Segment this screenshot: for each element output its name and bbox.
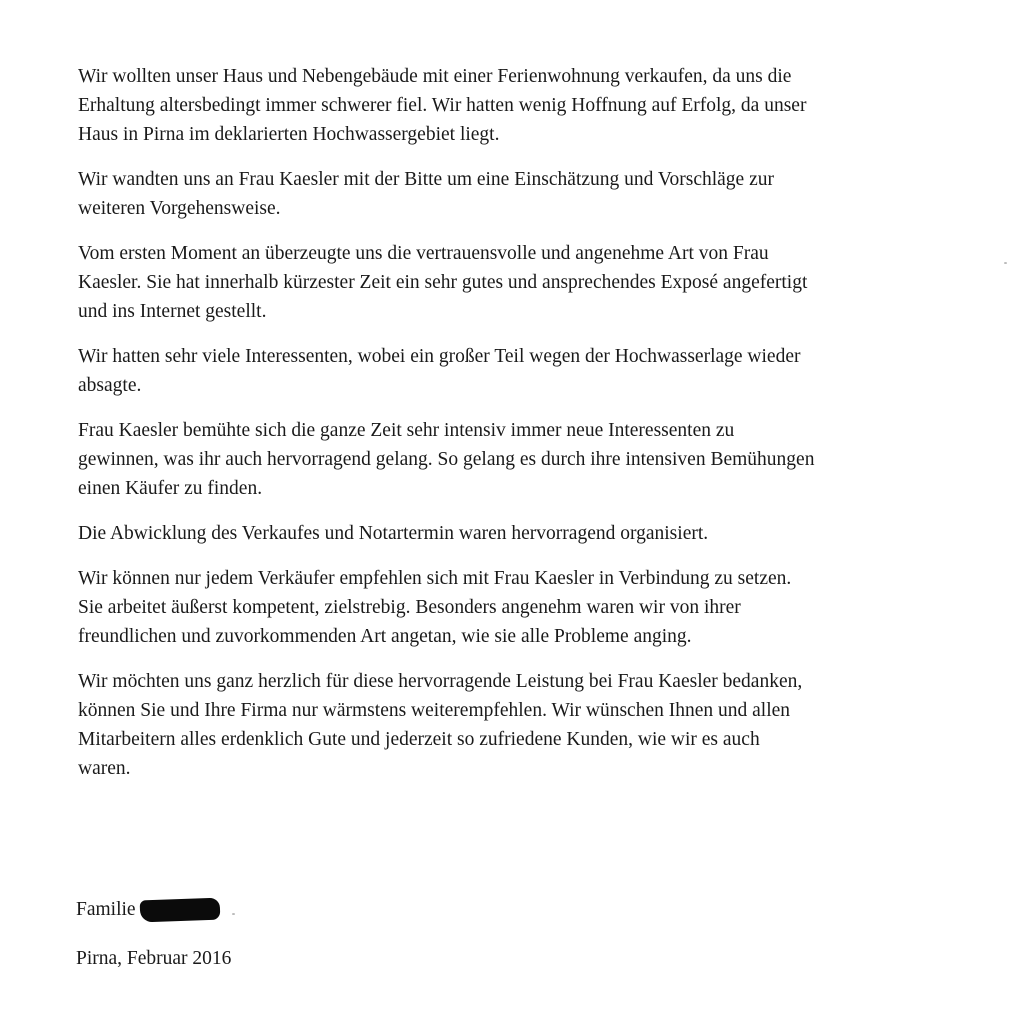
paragraph-interested-parties: Wir hatten sehr viele Interessenten, wobei ein großer Teil wegen der Hochwasserlage wieder absagte. [78,346,801,396]
paragraph-thanks: Wir möchten uns ganz herzlich für diese hervorragende Leistung bei Frau Kaesler bedanken, können Sie und Ihre Firma nur wärmstens weiterempfehlen. Wir wünschen Ihnen und allen Mitarbeitern alles erdenklich Gute und jederzeit so zufriedene Kunden, wie wir es auch waren. [78,671,803,779]
place-date: Pirna, Februar 2016 [76,948,232,969]
paragraph-processing: Die Abwicklung des Verkaufes und Notartermin waren hervorragend organisiert. [78,523,709,544]
paragraph-recommendation: Wir können nur jedem Verkäufer empfehlen sich mit Frau Kaesler in Verbindung zu setzen. Sie arbeitet äußerst kompetent, zielstrebig. Besonders angenehm waren wir von ihrer freundlichen und zuvorkommenden Art angetan, wie sie alle Probleme anging. [78,568,792,647]
scan-speck [1004,262,1007,264]
scan-speck [232,913,235,915]
paragraph-intro: Wir wollten unser Haus und Nebengebäude mit einer Ferienwohnung verkaufen, da uns die Erhaltung altersbedingt immer schwerer fiel. Wir hatten wenig Hoffnung auf Erfolg, da unser Haus in Pirna im deklarierten Hochwassergebiet liegt. [78,66,807,145]
paragraph-first-impression: Vom ersten Moment an überzeugte uns die vertrauensvolle und angenehme Art von Frau Kaesler. Sie hat innerhalb kürzester Zeit ein sehr gutes und ansprechendes Exposé angefertigt und ins Internet gestellt. [78,243,808,322]
letter-closing [76,895,231,973]
signature-prefix: Familie [76,899,136,920]
redacted-name-block [139,897,220,922]
paragraph-contact: Wir wandten uns an Frau Kaesler mit der Bitte um eine Einschätzung und Vorschläge zur weiteren Vorgehensweise. [78,169,774,219]
paragraph-buyer-found: Frau Kaesler bemühte sich die ganze Zeit sehr intensiv immer neue Interessenten zu gewinnen, was ihr auch hervorragend gelang. So gelang es durch ihre intensiven Bemühungen einen Käufer zu finden. [78,420,815,499]
signature-line [76,895,231,924]
letter-body [78,62,958,799]
